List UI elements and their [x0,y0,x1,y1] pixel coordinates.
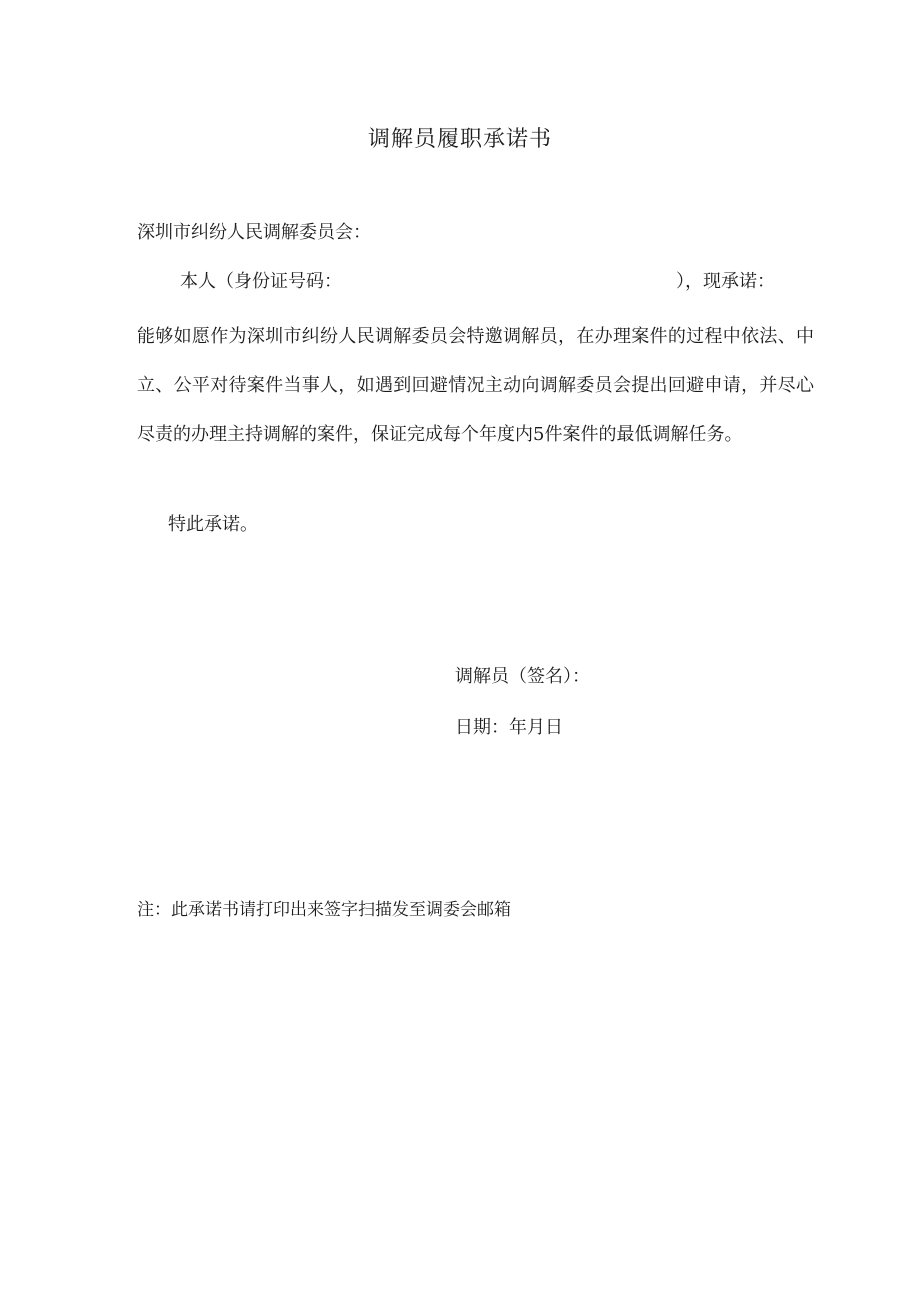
commitment-body: 能够如愿作为深圳市纠纷人民调解委员会特邀调解员，在办理案件的过程中依法、中立、公平对待案件当事人，如遇到回避情况主动向调解委员会提出回避申请，并尽心尽责的办理主持调解的案件，保证完成每个年度内5件案件的最低调解任务。 [137,326,814,445]
pledge-intro: 本人（身份证号码： [180,271,342,292]
document-title: 调解员履职承诺书 [367,127,552,152]
footnote: 注：此承诺书请打印出来签字扫描发至调委会邮箱 [137,900,511,920]
date-label: 日期：年月日 [455,717,563,738]
closing-statement: 特此承诺。 [168,514,258,535]
id-number-close: ），现承诺： [676,271,775,292]
signature-label: 调解员（签名）： [455,666,590,687]
addressee: 深圳市纠纷人民调解委员会： [137,222,371,243]
